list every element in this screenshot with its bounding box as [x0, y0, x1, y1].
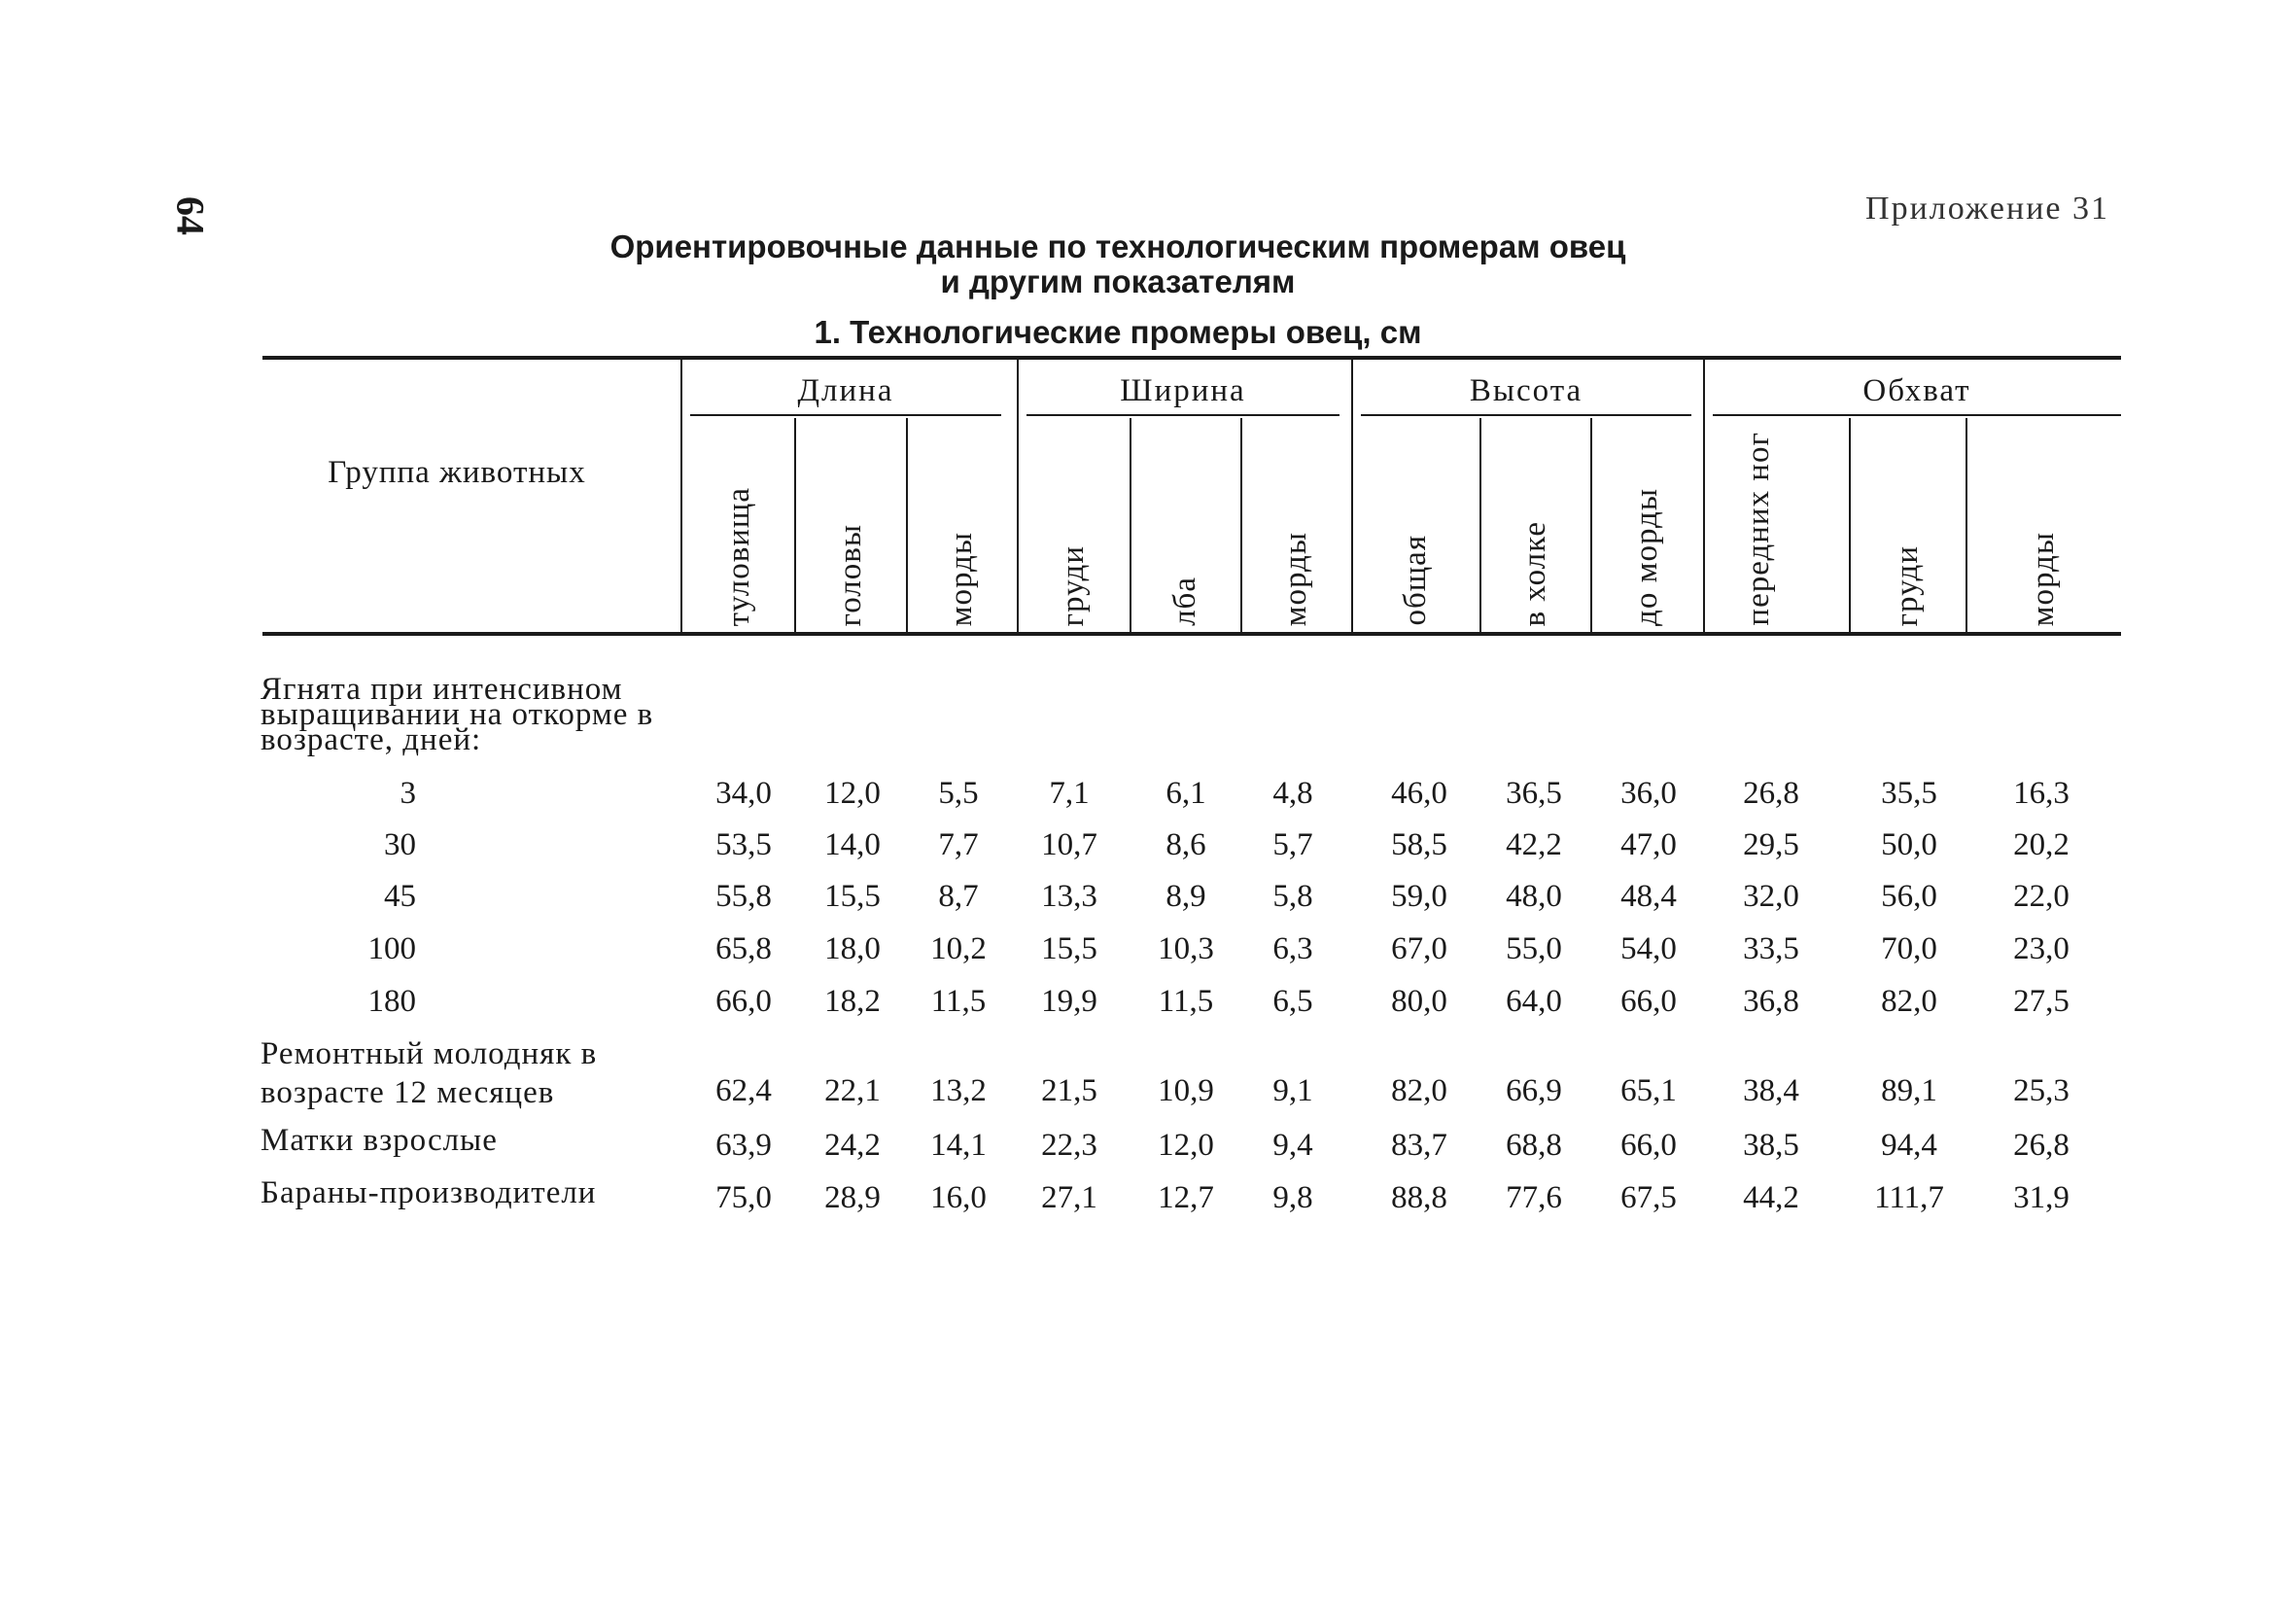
- table-cell: 11,5: [930, 984, 987, 1019]
- column-header-text: передних ног: [1741, 432, 1776, 626]
- table-cell: 13,3: [1041, 879, 1097, 914]
- table-cell: 32,0: [1743, 879, 1799, 914]
- table-cell: 54,0: [1620, 931, 1677, 966]
- group-underline: [1713, 414, 2121, 416]
- table-cell: 66,0: [1620, 1128, 1677, 1163]
- column-header-text: головы: [833, 523, 868, 626]
- table-cell: 5,7: [1272, 827, 1313, 862]
- column-header-text: морды: [2026, 531, 2061, 626]
- table-cell: 5,5: [938, 776, 979, 811]
- column-header: [908, 420, 1015, 626]
- column-divider: [680, 360, 682, 632]
- table-cell: 34,0: [715, 776, 772, 811]
- column-header: [1592, 420, 1701, 626]
- table-cell: 38,4: [1743, 1073, 1799, 1108]
- table-cell: 48,4: [1620, 879, 1677, 914]
- table-cell: 4,8: [1272, 776, 1313, 811]
- table-cell: 10,2: [930, 931, 987, 966]
- table-cell: 55,0: [1506, 931, 1562, 966]
- age-label: 3: [400, 776, 416, 811]
- table-cell: 7,7: [938, 827, 979, 862]
- table-cell: 56,0: [1881, 879, 1937, 914]
- age-label: 45: [384, 879, 416, 914]
- table-cell: 8,7: [938, 879, 979, 914]
- table-cell: 47,0: [1620, 827, 1677, 862]
- column-header: [684, 420, 793, 626]
- table-cell: 9,1: [1272, 1073, 1313, 1108]
- table-cell: 31,9: [2013, 1180, 2070, 1215]
- table-cell: 10,9: [1158, 1073, 1214, 1108]
- table-cell: 64,0: [1506, 984, 1562, 1019]
- column-header: [796, 420, 905, 626]
- table-cell: 9,8: [1272, 1180, 1313, 1215]
- table-cell: 50,0: [1881, 827, 1937, 862]
- table-cell: 66,0: [715, 984, 772, 1019]
- column-header-text: в холке: [1517, 520, 1552, 626]
- table-cell: 13,2: [930, 1073, 987, 1108]
- table-cell: 8,9: [1165, 879, 1206, 914]
- column-header-text: груди: [1890, 544, 1925, 626]
- group-header-girth: Обхват: [1862, 373, 1971, 408]
- table-cell: 63,9: [715, 1128, 772, 1163]
- row-label: Ремонтный молодняк в возрасте 12 месяцев: [261, 1036, 598, 1110]
- table-cell: 24,2: [824, 1128, 881, 1163]
- group-header-length: Длина: [797, 373, 894, 408]
- table-cell: 89,1: [1881, 1073, 1937, 1108]
- table-cell: 36,0: [1620, 776, 1677, 811]
- table-cell: 22,0: [2013, 879, 2070, 914]
- age-label: 30: [384, 827, 416, 862]
- table-cell: 29,5: [1743, 827, 1799, 862]
- table-cell: 27,5: [2013, 984, 2070, 1019]
- column-header: [1967, 420, 2119, 626]
- table-cell: 82,0: [1391, 1073, 1447, 1108]
- table-cell: 6,1: [1165, 776, 1206, 811]
- table-cell: 46,0: [1391, 776, 1447, 811]
- row-label: Бараны-производители: [261, 1175, 597, 1210]
- table-cell: 111,7: [1874, 1180, 1944, 1215]
- table-cell: 83,7: [1391, 1128, 1447, 1163]
- table-cell: 53,5: [715, 827, 772, 862]
- table-top-rule: [262, 356, 2121, 360]
- table-cell: 80,0: [1391, 984, 1447, 1019]
- section-label-lambs: Ягнята при интенсивном выращивании на откорме в возрасте, дней:: [261, 672, 654, 757]
- table-cell: 55,8: [715, 879, 772, 914]
- table-cell: 9,4: [1272, 1128, 1313, 1163]
- table-cell: 62,4: [715, 1073, 772, 1108]
- column-header-text: груди: [1056, 544, 1091, 626]
- table-cell: 5,8: [1272, 879, 1313, 914]
- group-header-width: Ширина: [1120, 373, 1246, 408]
- table-cell: 21,5: [1041, 1073, 1097, 1108]
- table-cell: 14,0: [824, 827, 881, 862]
- table-cell: 12,7: [1158, 1180, 1214, 1215]
- table-cell: 75,0: [715, 1180, 772, 1215]
- table-cell: 8,6: [1165, 827, 1206, 862]
- table-cell: 25,3: [2013, 1073, 2070, 1108]
- table-cell: 16,3: [2013, 776, 2070, 811]
- table-cell: 19,9: [1041, 984, 1097, 1019]
- table-cell: 18,0: [824, 931, 881, 966]
- table-cell: 28,9: [824, 1180, 881, 1215]
- column-header-text: до морды: [1629, 488, 1664, 626]
- table-cell: 68,8: [1506, 1128, 1562, 1163]
- table-cell: 58,5: [1391, 827, 1447, 862]
- table-cell: 14,1: [930, 1128, 987, 1163]
- table-cell: 66,0: [1620, 984, 1677, 1019]
- document-title-line-1: Ориентировочные данные по технологическим промерам овец: [609, 228, 1626, 264]
- table-cell: 67,5: [1620, 1180, 1677, 1215]
- table-cell: 94,4: [1881, 1128, 1937, 1163]
- group-underline: [1026, 414, 1339, 416]
- table-cell: 22,1: [824, 1073, 881, 1108]
- table-cell: 38,5: [1743, 1128, 1799, 1163]
- table-cell: 7,1: [1049, 776, 1090, 811]
- table-cell: 48,0: [1506, 879, 1562, 914]
- table-cell: 35,5: [1881, 776, 1937, 811]
- table-cell: 82,0: [1881, 984, 1937, 1019]
- column-header: [1242, 420, 1349, 626]
- document-title-line-2: и другим показателям: [940, 263, 1296, 299]
- table-cell: 23,0: [2013, 931, 2070, 966]
- table-cell: 44,2: [1743, 1180, 1799, 1215]
- table-cell: 70,0: [1881, 931, 1937, 966]
- table-cell: 77,6: [1506, 1180, 1562, 1215]
- group-underline: [1361, 414, 1691, 416]
- table-cell: 18,2: [824, 984, 881, 1019]
- column-header-text: лба: [1167, 577, 1202, 626]
- table-cell: 12,0: [1158, 1128, 1214, 1163]
- row-header-label: Группа животных: [328, 455, 586, 490]
- table-cell: 6,3: [1272, 931, 1313, 966]
- group-underline: [690, 414, 1001, 416]
- table-cell: 26,8: [2013, 1128, 2070, 1163]
- table-cell: 15,5: [1041, 931, 1097, 966]
- table-cell: 16,0: [930, 1180, 987, 1215]
- table-cell: 12,0: [824, 776, 881, 811]
- column-header: [1019, 420, 1128, 626]
- table-cell: 15,5: [824, 879, 881, 914]
- column-header-text: общая: [1398, 535, 1433, 626]
- table-cell: 59,0: [1391, 879, 1447, 914]
- row-label: Матки взрослые: [261, 1123, 498, 1158]
- group-header-height: Высота: [1469, 373, 1583, 408]
- column-header: [1851, 420, 1964, 626]
- table-cell: 65,1: [1620, 1073, 1677, 1108]
- column-header-text: туловища: [721, 486, 756, 626]
- table-cell: 42,2: [1506, 827, 1562, 862]
- age-label: 180: [367, 984, 416, 1019]
- table-cell: 33,5: [1743, 931, 1799, 966]
- appendix-label: Приложение 31: [1865, 191, 2109, 227]
- table-cell: 66,9: [1506, 1073, 1562, 1108]
- table-cell: 67,0: [1391, 931, 1447, 966]
- column-header: [1481, 420, 1588, 626]
- column-header-text: морды: [944, 531, 979, 626]
- table-cell: 22,3: [1041, 1128, 1097, 1163]
- table-cell: 10,3: [1158, 931, 1214, 966]
- column-header: [1131, 420, 1238, 626]
- table-cell: 27,1: [1041, 1180, 1097, 1215]
- table-cell: 36,5: [1506, 776, 1562, 811]
- column-header: [1705, 420, 1847, 626]
- table-cell: 6,5: [1272, 984, 1313, 1019]
- table-cell: 11,5: [1158, 984, 1214, 1019]
- page-number: 64: [168, 196, 213, 235]
- table-cell: 36,8: [1743, 984, 1799, 1019]
- table-cell: 65,8: [715, 931, 772, 966]
- table-cell: 20,2: [2013, 827, 2070, 862]
- age-label: 100: [367, 931, 416, 966]
- column-header-text: морды: [1278, 531, 1313, 626]
- table-cell: 88,8: [1391, 1180, 1447, 1215]
- table-header-rule: [262, 632, 2121, 636]
- table-cell: 26,8: [1743, 776, 1799, 811]
- table-cell: 10,7: [1041, 827, 1097, 862]
- table-title: 1. Технологические промеры овец, см: [814, 314, 1422, 350]
- column-header: [1353, 420, 1478, 626]
